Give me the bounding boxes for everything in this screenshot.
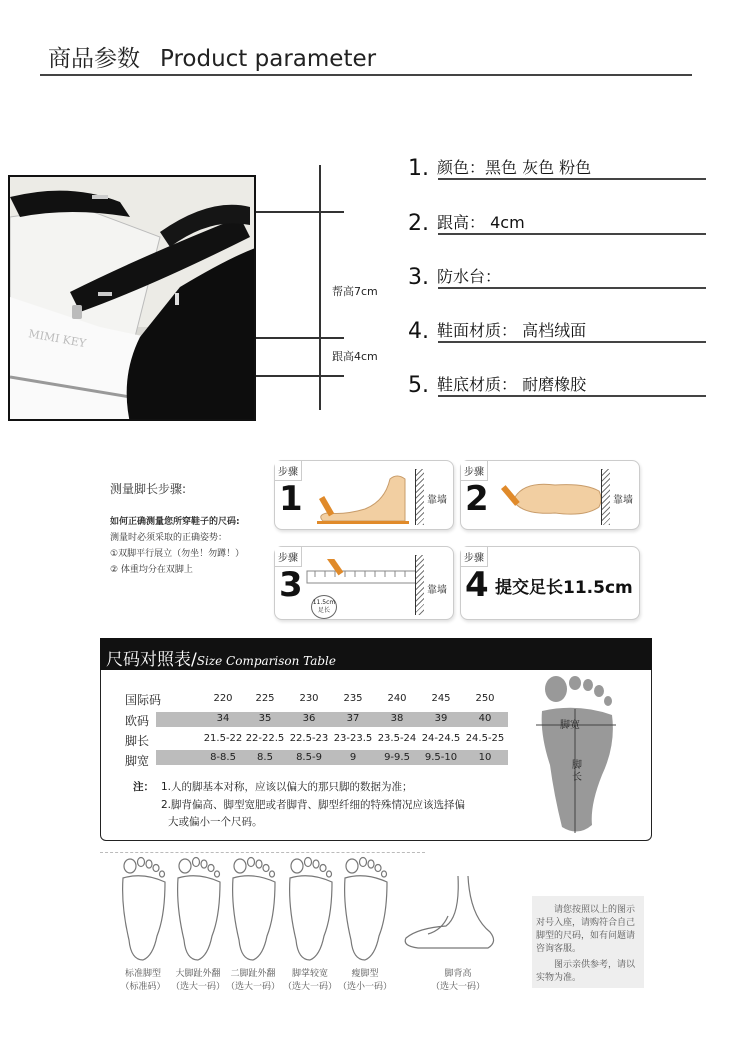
row-label-width: 脚宽 [125,754,150,768]
param-item: 5. 鞋底材质： 耐磨橡胶 [408,373,587,398]
step-2-card [460,460,640,530]
row-label-eu: 欧码 [125,714,150,728]
foot-type-icon [223,856,283,964]
param-item: 2. 跟高： 4cm [408,211,525,236]
wall-label: 靠墙 [613,495,633,506]
side-note [532,896,644,988]
table-cell: 220 [213,693,233,704]
table-cell: 22.5-23 [289,733,329,744]
param-rule [438,233,706,235]
side-note-p1: 请您按照以上的图示对号入座，请购符合自己脚型的尺码，如有问题请咨询客服。 [536,905,636,954]
dim-line-mid [256,337,344,339]
note-label: 注： [133,781,154,793]
upper-height-label: 帮高7cm [332,285,378,298]
param-item: 1. 颜色：黑色 灰色 粉色 [408,156,592,181]
row-label-intl: 国际码 [125,693,162,707]
side-note-p2: 图示亲供参考，请以实物为准。 [536,960,636,983]
dim-line-vertical [319,165,321,410]
table-cell: 8-8.5 [210,752,236,763]
measure-note-1: ①双脚平行展立（勿坐！勿蹲！） [110,549,245,559]
table-cell: 9-9.5 [384,752,410,763]
foot-type-label: 二脚趾外翻 （选大一码） [225,969,280,992]
svg-text:MIMI KEY: MIMI KEY [27,327,88,351]
step-3-card [274,546,454,620]
dim-line-top [256,211,344,213]
table-cell: 24-24.5 [421,733,461,744]
table-cell: 23-23.5 [333,733,373,744]
table-cell: 8.5 [257,752,273,763]
foot-length-label: 脚长 [572,760,582,783]
dim-line-bottom [256,375,344,377]
param-rule [438,341,706,343]
table-cell: 10 [478,752,492,763]
table-note-1: 1.人的脚基本对称，应该以偏大的那只脚的数据为准； [161,781,413,793]
table-cell: 36 [302,713,316,724]
title-cn: 商品参数 [48,46,140,72]
heel-height-label: 跟高4cm [332,350,378,363]
wall-label: 靠墙 [427,585,447,596]
foot-type-icon [335,856,395,964]
ruler-sub: 足长 [317,607,330,614]
table-cell: 35 [258,713,272,724]
wall-label: 靠墙 [427,495,447,506]
foot-type-icon [113,856,173,964]
table-cell: 230 [299,693,319,704]
param-item: 3. 防水台： [408,265,502,290]
title-divider [40,74,692,76]
table-cell: 8.5-9 [296,752,322,763]
table-cell: 38 [390,713,404,724]
table-cell: 245 [431,693,451,704]
table-cell: 9.5-10 [424,752,458,763]
table-cell: 34 [216,713,230,724]
page-title [48,40,376,73]
foot-top-icon [495,475,605,525]
wall [415,555,424,615]
row-label-length: 脚长 [125,734,150,748]
param-item: 4. 鞋面材质： 高档绒面 [408,319,587,344]
foot-type-label: 脚掌较宽 （选大一码） [282,969,337,992]
table-cell: 21.5-22 [203,733,243,744]
foot-type-label: 标准脚型 （标准码） [120,969,166,992]
step-tag: 步骤 [275,547,302,567]
foot-type-icon [168,856,228,964]
wall [601,469,610,525]
step-number: 1 [279,479,303,519]
ruler-mark-circle [311,595,337,619]
measure-heading: 测量脚长步骤: [110,482,187,496]
table-cell: 235 [343,693,363,704]
param-rule [438,178,706,180]
step-tag: 步骤 [461,547,488,567]
table-cell: 250 [475,693,495,704]
foot-type-icon [280,856,340,964]
measure-posture: 测量时必须采取的正确姿势： [110,533,228,543]
param-rule [438,395,706,397]
step-number: 4 [465,565,489,605]
foot-width-label: 脚宽 [560,720,580,731]
step-number: 2 [465,479,489,519]
table-cell: 240 [387,693,407,704]
shoe-illustration [10,177,256,421]
foot-type-label: 脚背高 （选大一码） [430,969,485,992]
table-cell: 9 [349,752,357,763]
foot-type-icon [398,856,508,964]
foot-silhouette-icon [528,675,624,835]
measure-how-title: 如何正确测量您所穿鞋子的尺码: [110,517,240,527]
product-photo [8,175,256,421]
table-cell: 22-22.5 [245,733,285,744]
foot-side-icon [305,471,415,529]
table-note-2: 2.脚背偏高、脚型宽肥或者脚背、脚型纤细的特殊情况应该选择偏 [161,799,466,811]
table-cell: 39 [434,713,448,724]
foot-types-divider [100,852,425,853]
table-cell: 23.5-24 [377,733,417,744]
step-4-text: 提交足长11.5cm [495,578,633,598]
table-cell: 37 [346,713,360,724]
measure-note-2: ② 体重均分在双脚上 [110,565,193,575]
step-number: 3 [279,565,303,605]
step-tag: 步骤 [275,461,302,481]
table-cell: 24.5-25 [465,733,505,744]
foot-type-label: 瘦脚型 （选小一码） [337,969,392,992]
wall [415,469,424,525]
param-rule [438,287,706,289]
table-cell: 40 [478,713,492,724]
step-1-card [274,460,454,530]
step-tag: 步骤 [461,461,488,481]
table-cell: 225 [255,693,275,704]
size-table-title: 尺码对照表/Size Comparison Table [106,650,336,670]
table-note-3: 大或偏小一个尺码。 [168,816,263,828]
step-4-card [460,546,640,620]
ruler-mark: 11.5cm [312,599,336,606]
ruler-icon [305,559,420,589]
title-en: Product parameter [160,46,377,72]
foot-type-label: 大脚趾外翻 （选大一码） [170,969,225,992]
